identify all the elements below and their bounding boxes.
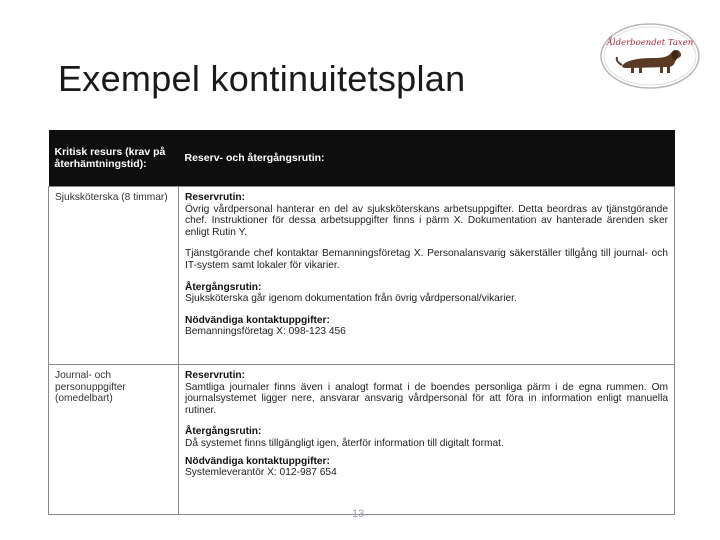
header-critical-resource: Kritisk resurs (krav på återhämtningstid): bbox=[49, 130, 179, 187]
return-routine-label: Återgångsrutin: bbox=[185, 426, 262, 438]
return-routine-text: Sjuksköterska går igenom dokumentation från övrig vårdpersonal/vikarier. bbox=[185, 293, 517, 305]
svg-text:Ålderboendet Taxen: Ålderboendet Taxen bbox=[606, 38, 694, 48]
routine-cell bbox=[179, 365, 675, 515]
contact-info-label: Nödvändiga kontaktuppgifter: bbox=[185, 314, 330, 326]
contact-info-text: Bemanningsföretag X: 098-123 456 bbox=[185, 326, 346, 338]
reserve-routine-text-2: Tjänstgörande chef kontaktar Bemanningsföretag X. Personalansvarig säkerställer tillgång till journal- och IT-system samt lokaler för vikarier. bbox=[185, 248, 668, 271]
reserve-routine-label: Reservrutin: bbox=[185, 192, 246, 203]
reserve-routine-label: Reservrutin: bbox=[185, 370, 246, 381]
contact-info-label: Nödvändiga kontaktuppgifter: bbox=[185, 455, 330, 467]
table-row bbox=[49, 187, 675, 365]
company-logo bbox=[598, 20, 702, 92]
resource-name: Sjuksköterska (8 timmar) bbox=[55, 192, 168, 203]
reserve-routine-text: Övrig vårdpersonal hanterar en del av sjuksköterskans arbetsuppgifter. Detta beordras av tjänstgörande chef. Instruktioner för dessa arbetsuppgifter finns i pärm X. Dokumentation av hanterade ärenden sker enligt Rutin Y. bbox=[185, 203, 668, 238]
page-number: 13 bbox=[352, 508, 365, 520]
resource-name: Journal- och personuppgifter (omedelbart) bbox=[55, 370, 126, 405]
table-row bbox=[49, 365, 675, 515]
page-title: Exempel kontinuitetsplan bbox=[58, 58, 466, 99]
resource-cell bbox=[49, 187, 179, 365]
resource-cell bbox=[49, 365, 179, 515]
table-header-row bbox=[49, 130, 675, 187]
dachshund-logo-icon bbox=[598, 20, 702, 92]
contact-info-text: Systemleverantör X: 012-987 654 bbox=[185, 467, 337, 479]
routine-cell bbox=[179, 187, 675, 365]
reserve-routine-text: Samtliga journaler finns även i analogt format i de boendes personliga pärm i de egna rummen. Om journalsystemet ligger nere, ansvarar ansvarig vårdpersonal för att föra in information enligt manuella rutiner. bbox=[185, 381, 668, 416]
continuity-plan-table bbox=[48, 130, 675, 515]
header-reserve-return-routine: Reserv- och återgångsrutin: bbox=[179, 130, 675, 187]
return-routine-text: Då systemet finns tillgängligt igen, återför information till digitalt format. bbox=[185, 437, 504, 449]
return-routine-label: Återgångsrutin: bbox=[185, 281, 262, 293]
